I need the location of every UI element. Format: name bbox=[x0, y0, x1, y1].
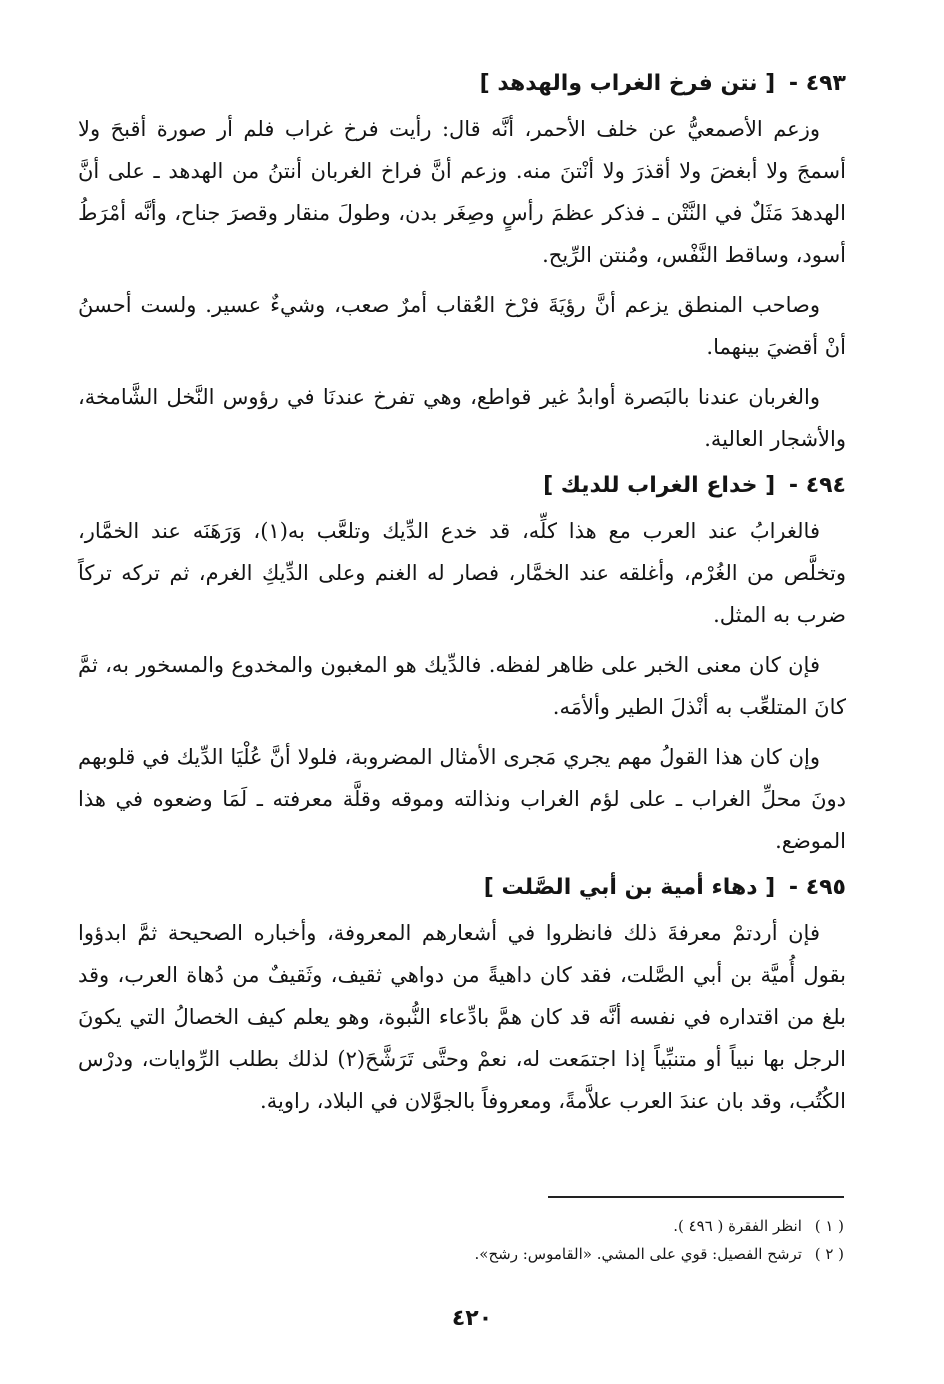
paragraph: وصاحب المنطق يزعم أنَّ رؤيَةَ فرْخ العُقاب أمرٌ صعب، وشيءٌ عسير. ولست أحسنُ أنْ أقضيَ بينهما. bbox=[78, 293, 846, 359]
paragraph: فإن أردتمْ معرفةَ ذلك فانظروا في أشعارهم المعروفة، وأخباره الصحيحة ثمَّ ابدؤوا بقول أُميَّة بن أبي الصَّلت، فقد كان داهيةً من دواهي ثقيف، وثَقيفٌ من دُهاة العرب، وقد بلغ من اقتداره في نفسه أنَّه قد كان همَّ بادِّعاء النُّبوة، وهو يعلم كيف الخصالُ التي يكونَ الرجل بها نبياً أو متنبِّياً إذا اجتمَعت له، نعمْ وحتَّى تَرَشَّحَ(٢) لذلك بطلب الرِّوايات، ودرْس الكُتُب، وقد بان عندَ العرب علاَّمةً، ومعروفاً بالجوَّلان في البلاد، راوية. bbox=[78, 921, 846, 1113]
paragraph: وزعم الأصمعيُّ عن خلف الأحمر، أنَّه قال: رأيت فرخ غراب فلم أر صورة أقبحَ ولا أسمجَ ولا أبغضَ ولا أقذرَ ولا أنْتنَ منه. وزعم أنَّ فراخ الغربان أنتنُ من الهدهد ـ على أنَّ الهدهدَ مَثَلٌ في النَّتْن ـ فذكر عظمَ رأسٍ وصِغَر بدن، وطولَ منقار وقصرَ جناح، وأنَّه أمْرَطُ أسود، وساقط النَّفْس، ومُنتن الرِّيح. bbox=[78, 117, 846, 267]
paragraph: فالغرابُ عند العرب مع هذا كلِّه، قد خدع الدِّيك وتلعَّب به(١)، وَرَهَنَه عند الخمَّار، وتخلَّص من الغُرْم، وأغلقه عند الخمَّار، فصار له الغنم وعلى الدِّيكِ الغرم، ثم تركه تركاً ضرب به المثل. bbox=[78, 519, 846, 627]
section-number: ٤٩٥ - bbox=[788, 875, 846, 900]
paragraph: والغربان عندنا بالبَصرة أوابدُ غير قواطع، وهي تفرخ عندنَا في رؤوس النَّخل الشَّامخة، والأشجار العالية. bbox=[78, 385, 846, 451]
section-number: ٤٩٣ - bbox=[788, 71, 846, 96]
footnote-1 bbox=[300, 1212, 844, 1240]
footnotes bbox=[300, 1212, 844, 1268]
section-heading bbox=[78, 870, 846, 906]
section-493 bbox=[78, 66, 846, 460]
section-title: [ خداع الغراب للديك ] bbox=[543, 473, 776, 498]
section-number: ٤٩٤ - bbox=[788, 473, 846, 498]
section-heading bbox=[78, 468, 846, 504]
footnote-2 bbox=[300, 1240, 844, 1268]
footnote-text: ترشح الفصيل: قوي على المشي. «القاموس: رشح». bbox=[474, 1245, 802, 1263]
section-495 bbox=[78, 870, 846, 1122]
footnote-divider bbox=[548, 1196, 844, 1198]
paragraph: وإن كان هذا القولُ مهم يجري مَجرى الأمثال المضروبة، فلولا أنَّ عُلْيَا الدِّيك في قلوبهم دونَ محلِّ الغراب ـ على لؤم الغراب ونذالته وموقه وقلَّة معرفته ـ لَمَا وضعوه في هذا الموضع. bbox=[78, 745, 846, 853]
page-number: ٤٢٠ bbox=[451, 1306, 493, 1331]
paragraph: فإن كان معنى الخبر على ظاهر لفظه. فالدِّيك هو المغبون والمخدوع والمسخور به، ثمَّ كانَ المتلعِّب به أنْذلَ الطير وألأمَه. bbox=[78, 653, 846, 719]
footnote-number: ( ٢ ) bbox=[814, 1245, 844, 1263]
section-title: [ نتن فرخ الغراب والهدهد ] bbox=[479, 71, 776, 96]
footnote-text: انظر الفقرة ( ٤٩٦ ). bbox=[673, 1217, 802, 1235]
section-494 bbox=[78, 468, 846, 862]
page-body bbox=[78, 62, 846, 1130]
footnote-number: ( ١ ) bbox=[814, 1217, 844, 1235]
section-title: [ دهاء أمية بن أبي الصَّلت ] bbox=[483, 875, 776, 900]
section-heading bbox=[78, 66, 846, 102]
